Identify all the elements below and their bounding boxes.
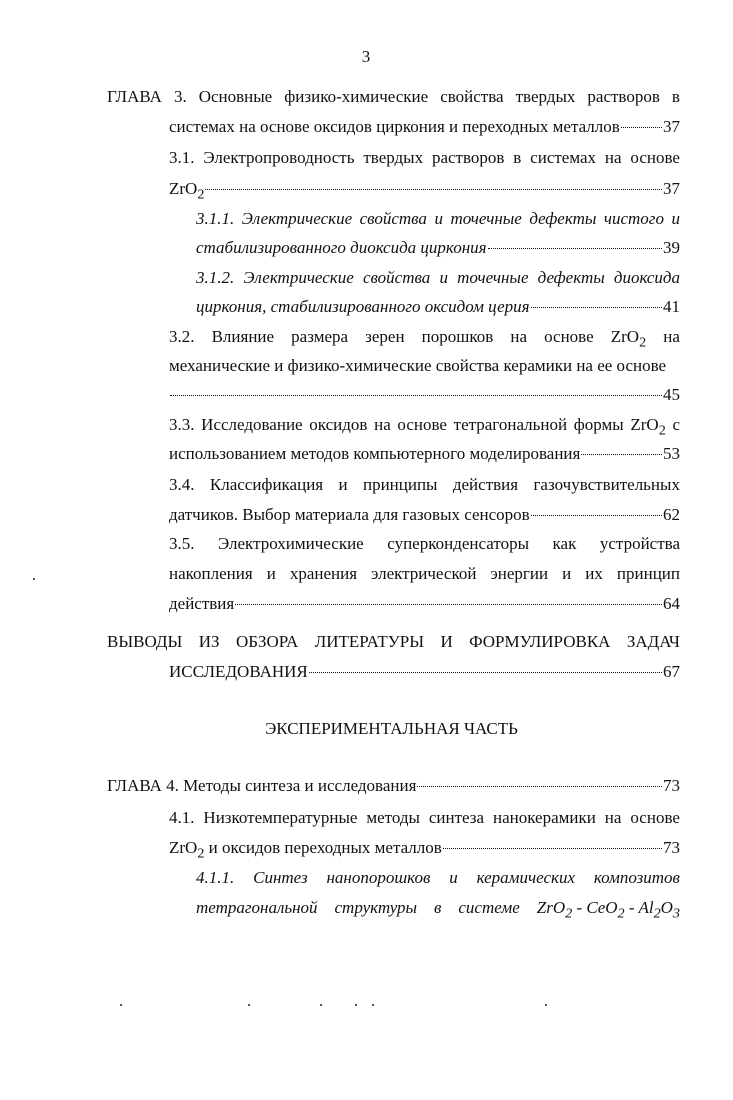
toc-section-4-1-line-2[interactable] xyxy=(169,836,680,865)
toc-chapter-4[interactable] xyxy=(107,774,680,798)
toc-word: 4.1.1. xyxy=(196,868,235,887)
toc-word: 3.1.2. xyxy=(196,268,235,287)
toc-section-3-1-1-line-1 xyxy=(196,207,680,231)
dot-leader xyxy=(170,395,662,396)
dot-leader xyxy=(235,604,662,605)
toc-word: порошков xyxy=(421,327,494,346)
toc-word: ЗАДАЧ xyxy=(626,632,680,651)
scan-speck xyxy=(372,1004,374,1006)
toc-section-3-2-line-3[interactable] xyxy=(169,383,680,407)
toc-word: ЛИТЕРАТУРЫ xyxy=(314,632,425,651)
toc-word: нанокерамики xyxy=(492,808,596,827)
toc-entry-text: ГЛАВА 4. Методы синтеза и исследования xyxy=(107,776,417,795)
toc-word: на xyxy=(604,148,622,167)
toc-word: газочувствительных xyxy=(533,475,680,494)
toc-word: в xyxy=(513,148,522,167)
toc-word: Основные xyxy=(198,87,273,106)
toc-word: и xyxy=(439,268,448,287)
toc-word: основе xyxy=(630,808,680,827)
toc-word: дефекты xyxy=(529,209,597,228)
toc-entry-text: циркония, стабилизированного оксидом церия xyxy=(196,297,530,316)
toc-word: керамических xyxy=(476,868,575,887)
toc-chapter-3-line-1 xyxy=(107,85,680,109)
toc-word: дефекты xyxy=(537,268,605,287)
toc-word: и xyxy=(671,209,680,228)
toc-word: синтеза xyxy=(428,808,485,827)
toc-word: размера xyxy=(291,327,349,346)
formula-zro2: ZrO xyxy=(169,838,198,857)
toc-word: с xyxy=(672,415,680,434)
toc-word: ZrO$_2$ xyxy=(610,327,647,351)
toc-word: ИЗ xyxy=(198,632,220,651)
toc-chapter-3-line-2[interactable] xyxy=(169,115,680,139)
toc-word: точечные xyxy=(450,209,522,228)
toc-section-3-2-line-2: механические и физико-химические свойства керамики на ее основе xyxy=(169,356,667,375)
scan-speck xyxy=(33,578,35,580)
toc-word: свойства xyxy=(359,209,427,228)
toc-word: точечные xyxy=(457,268,529,287)
scan-speck xyxy=(248,1004,250,1006)
toc-conclusions-line-2[interactable] xyxy=(169,660,680,684)
toc-word: Низкотемпературные xyxy=(203,808,358,827)
toc-word: чистого xyxy=(603,209,664,228)
page-number: 3 xyxy=(361,47,371,66)
toc-word: оксидов xyxy=(309,415,368,434)
toc-page-number: 37 xyxy=(663,179,680,198)
toc-word: накопления xyxy=(169,564,253,583)
toc-entry-text: действия xyxy=(169,594,235,613)
toc-word: ФОРМУЛИРОВКА xyxy=(469,632,611,651)
toc-word: принципы xyxy=(362,475,438,494)
toc-word: 3.3. xyxy=(169,415,195,434)
toc-word: Электрохимические xyxy=(218,534,364,553)
toc-word: растворов xyxy=(587,87,660,106)
toc-word: устройства xyxy=(599,534,680,553)
formula-subscript: 2 xyxy=(197,186,205,203)
toc-section-3-3-line-1 xyxy=(169,413,680,442)
toc-page-number: 53 xyxy=(663,444,680,463)
toc-word: формы xyxy=(573,415,624,434)
toc-word: Влияние xyxy=(211,327,275,346)
toc-word: в xyxy=(671,87,680,106)
toc-word: физико-химические xyxy=(284,87,429,106)
dot-leader xyxy=(621,127,662,128)
toc-word: электрической xyxy=(371,564,477,583)
toc-section-3-1-2-line-2[interactable] xyxy=(196,295,680,319)
toc-conclusions-line-1 xyxy=(107,630,680,654)
toc-word: и xyxy=(434,209,443,228)
toc-word: суперконденсаторы xyxy=(387,534,530,553)
dot-leader xyxy=(531,307,662,308)
dot-leader xyxy=(531,515,662,516)
toc-word: 4.1. xyxy=(169,808,195,827)
toc-word: и xyxy=(449,868,458,887)
dot-leader xyxy=(581,454,662,455)
dot-leader xyxy=(488,248,662,249)
toc-word: основе xyxy=(397,415,447,434)
toc-word: ZrO$_2$ xyxy=(630,415,666,439)
toc-word: твердых xyxy=(363,148,424,167)
toc-entry-text: использованием методов компьютерного моделирования xyxy=(169,444,581,463)
toc-entry-text xyxy=(169,836,442,865)
toc-section-3-5-line-1 xyxy=(169,532,680,556)
scan-speck xyxy=(545,1004,547,1006)
toc-word: и xyxy=(562,564,572,583)
toc-page-number: 39 xyxy=(663,238,680,257)
toc-word: на xyxy=(604,808,622,827)
toc-word: 3.1. xyxy=(169,148,195,167)
toc-word: твердых xyxy=(515,87,576,106)
toc-page-number: 73 xyxy=(663,776,680,795)
toc-word: хранения xyxy=(289,564,358,583)
toc-page-number: 37 xyxy=(663,117,680,136)
toc-word: основе xyxy=(630,148,680,167)
toc-word: диоксида xyxy=(613,268,680,287)
formula-subscript: 2 xyxy=(197,845,205,862)
toc-word: 3.5. xyxy=(169,534,195,553)
toc-entry-text: стабилизированного диоксида циркония xyxy=(196,238,487,257)
toc-word: свойства xyxy=(440,87,504,106)
toc-word: на xyxy=(374,415,391,434)
toc-word: принцип xyxy=(616,564,680,583)
toc-word: на xyxy=(663,327,680,346)
dot-leader xyxy=(205,189,662,190)
toc-word: как xyxy=(552,534,577,553)
toc-word: ОБЗОРА xyxy=(235,632,299,651)
toc-word: растворов xyxy=(431,148,505,167)
toc-word: нанопорошков xyxy=(326,868,431,887)
toc-entry-text xyxy=(169,177,204,206)
toc-page-number: 62 xyxy=(663,505,680,524)
toc-word: 3.1.1. xyxy=(196,209,235,228)
toc-word: и xyxy=(266,564,276,583)
toc-word: Электрические xyxy=(241,209,353,228)
toc-section-3-1-2-line-1 xyxy=(196,266,680,290)
section-heading-experimental: ЭКСПЕРИМЕНТАЛЬНАЯ ЧАСТЬ xyxy=(265,719,518,738)
scan-speck xyxy=(355,1004,357,1006)
toc-section-3-1-line-2[interactable] xyxy=(169,177,680,206)
toc-page-number: 67 xyxy=(663,662,680,681)
toc-section-3-4-line-2[interactable] xyxy=(169,503,680,527)
toc-word: 3.4. xyxy=(169,475,195,494)
toc-section-4-1-1-line-2 xyxy=(196,896,680,925)
toc-entry-text: датчиков. Выбор материала для газовых сенсоров xyxy=(169,505,530,524)
scan-speck xyxy=(120,1004,122,1006)
toc-word: тетрагональной xyxy=(453,415,568,434)
toc-entry-text: системах на основе оксидов циркония и переходных металлов xyxy=(169,117,620,136)
toc-section-4-1-line-1 xyxy=(169,806,680,830)
toc-word: 3. xyxy=(173,87,187,106)
toc-word: Исследование xyxy=(201,415,303,434)
toc-section-3-2-line-1 xyxy=(169,325,680,354)
toc-section-3-5-line-2 xyxy=(169,562,680,586)
toc-word: основе xyxy=(544,327,594,346)
toc-word: в xyxy=(434,898,442,917)
dot-leader xyxy=(309,672,662,673)
toc-word: Синтез xyxy=(253,868,308,887)
toc-word: свойства xyxy=(362,268,431,287)
toc-word: действия xyxy=(452,475,519,494)
toc-entry-text: ИССЛЕДОВАНИЯ xyxy=(169,662,308,681)
formula-zro2: ZrO xyxy=(169,179,198,198)
toc-section-3-4-line-1 xyxy=(169,473,680,497)
toc-section-3-5-line-3[interactable] xyxy=(169,592,680,616)
toc-word: ВЫВОДЫ xyxy=(107,632,183,651)
toc-word: системах xyxy=(530,148,597,167)
toc-section-3-1-1-line-2[interactable] xyxy=(196,236,680,260)
dot-leader xyxy=(417,786,662,787)
toc-word: методы xyxy=(366,808,420,827)
toc-section-4-1-1-line-1 xyxy=(196,866,680,890)
toc-word: композитов xyxy=(593,868,680,887)
toc-page-number: 64 xyxy=(663,594,680,613)
toc-word: зерен xyxy=(365,327,405,346)
toc-word: И xyxy=(440,632,453,651)
toc-section-3-1-line-1 xyxy=(169,146,680,170)
toc-word: $ZrO_2 - CeO_2 - Al_2O_3$ xyxy=(536,898,680,922)
toc-word: и xyxy=(338,475,348,494)
toc-word: на xyxy=(510,327,528,346)
toc-word: 3.2. xyxy=(169,327,195,346)
toc-word: их xyxy=(585,564,603,583)
toc-word: Электрические xyxy=(243,268,354,287)
toc-page-number: 41 xyxy=(663,297,680,316)
scan-speck xyxy=(320,1004,322,1006)
toc-word: энергии xyxy=(490,564,549,583)
toc-page-number: 73 xyxy=(663,838,680,857)
toc-entry-rest: и оксидов переходных металлов xyxy=(204,838,442,857)
toc-word: Классификация xyxy=(209,475,324,494)
dot-leader xyxy=(443,848,662,849)
toc-page-number: 45 xyxy=(663,385,680,404)
toc-section-3-3-line-2[interactable] xyxy=(169,442,680,466)
toc-word: Электропроводность xyxy=(203,148,355,167)
toc-word: системе xyxy=(458,898,520,917)
toc-word: ГЛАВА xyxy=(107,87,162,106)
toc-word: тетрагональной xyxy=(196,898,318,917)
toc-word: структуры xyxy=(334,898,418,917)
